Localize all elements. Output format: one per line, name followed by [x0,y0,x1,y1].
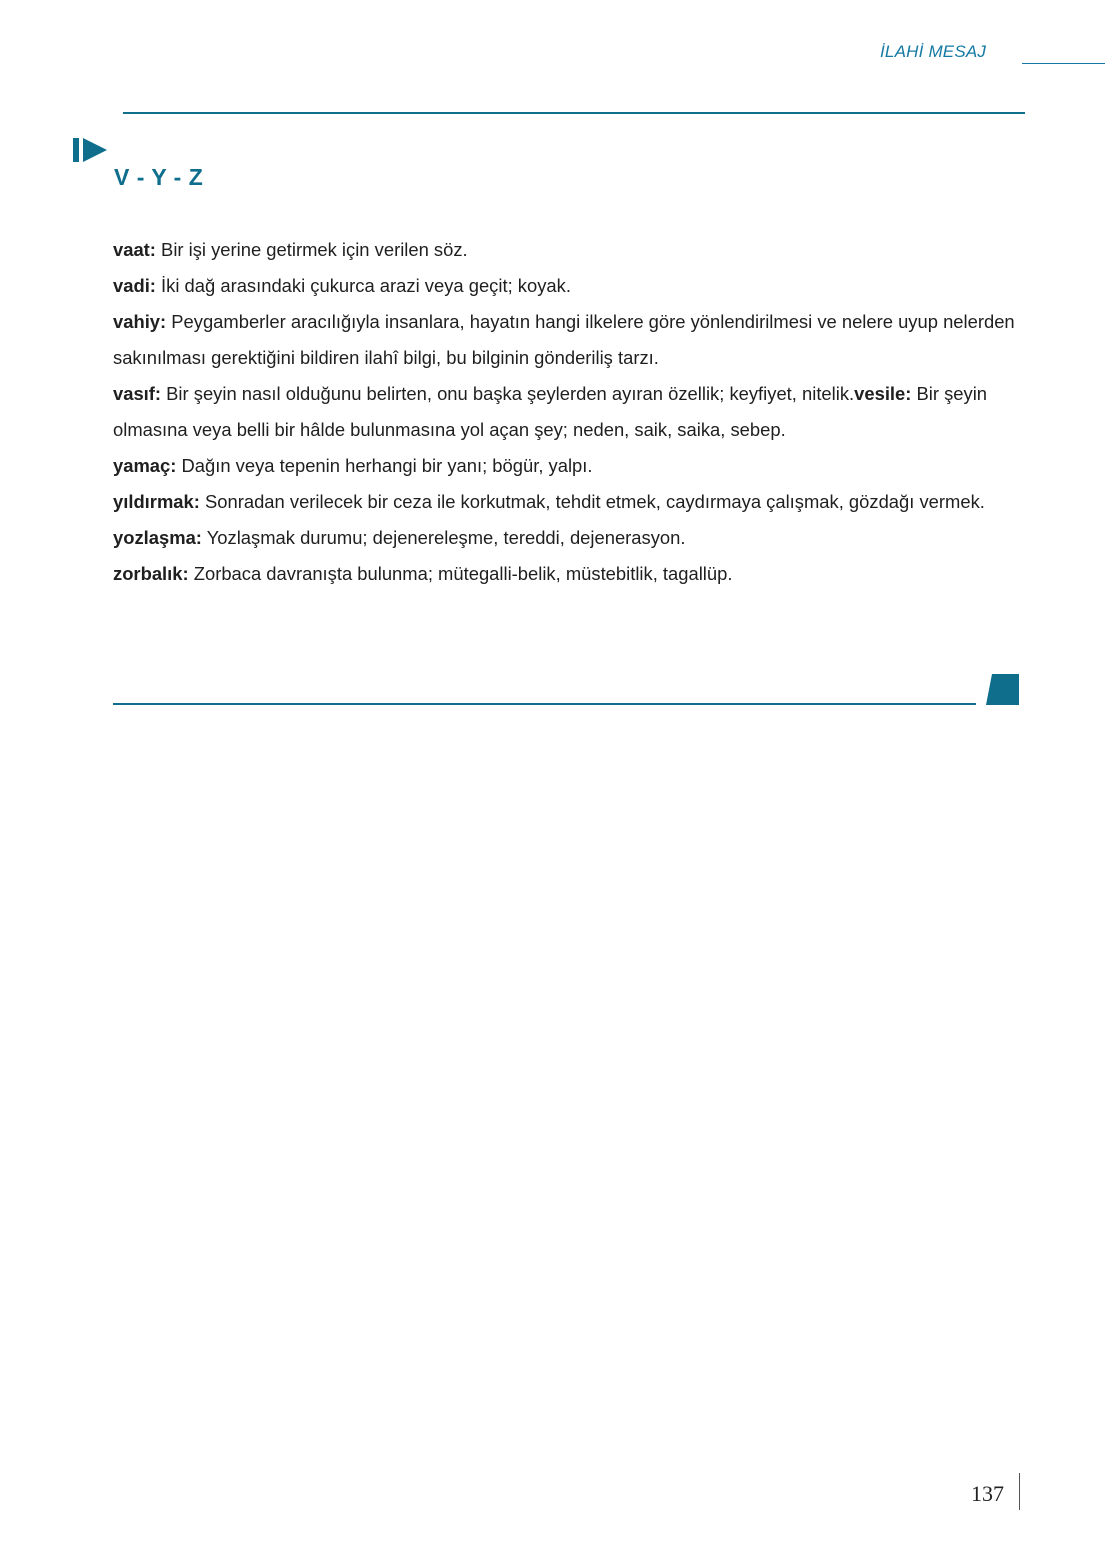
glossary-definition: Bir işi yerine getirmek için verilen söz. [155,239,468,260]
running-head-rule [1022,63,1105,64]
glossary-entry [113,484,1018,520]
glossary-term: yıldırmak: [113,491,200,512]
top-rule [123,112,1025,114]
glossary-term: vahiy: [113,311,167,332]
page-number-rule [1019,1473,1020,1510]
glossary-definition: Peygamberler aracılığıyla insanlara, hayatın hangi ilkelere göre yönlendirilmesi ve nelere uyup nelerden sakınılması gerektiğini bildiren ilahî bilgi, bu bilginin gönderiliş tarzı. [113,311,1015,368]
glossary-term: yamaç: [113,455,177,476]
glossary-entry [113,304,1018,376]
glossary-entry [113,232,1018,268]
page-number: 137 [971,1481,1004,1506]
glossary-definition: İki dağ arasındaki çukurca arazi veya geçit; koyak. [155,275,571,296]
glossary-entry [113,520,1018,556]
glossary-term: yozlaşma: [113,527,202,548]
glossary-entry [113,268,1018,304]
glossary-term: vaat: [113,239,156,260]
glossary-term: zorbalık: [113,563,189,584]
glossary-term: vesile: [854,383,912,404]
bottom-rule [113,703,976,705]
glossary-term: vasıf: [113,383,162,404]
glossary-definition: Sonradan verilecek bir ceza ile korkutmak, tehdit etmek, caydırmaya çalışmak, gözdağı vermek. [199,491,985,512]
glossary-definition: Bir şeyin nasıl olduğunu belirten, onu başka şeylerden ayıran özellik; keyfiyet, nitelik. [161,383,855,404]
glossary-definition: Bir şeyin olmasına veya belli bir hâlde bulunmasına yol açan şey; neden, saik, saika, sebep. [113,383,988,440]
corner-block-decoration [986,674,1019,705]
glossary-term: vadi: [113,275,156,296]
glossary-definition: Zorbaca davranışta bulunma; mütegalli-belik, müstebitlik, tagallüp. [188,563,733,584]
glossary-entry [113,556,1018,592]
glossary-entry [113,376,1018,448]
section-title: V - Y - Z [114,164,204,190]
glossary-entry [113,448,1018,484]
glossary-definition: Yozlaşmak durumu; dejenereleşme, tereddi, dejenerasyon. [201,527,686,548]
running-head: İLAHİ MESAJ [880,42,987,61]
glossary-list [113,232,1018,592]
glossary-definition: Dağın veya tepenin herhangi bir yanı; bögür, yalpı. [176,455,593,476]
section-marker-icon [73,138,109,162]
